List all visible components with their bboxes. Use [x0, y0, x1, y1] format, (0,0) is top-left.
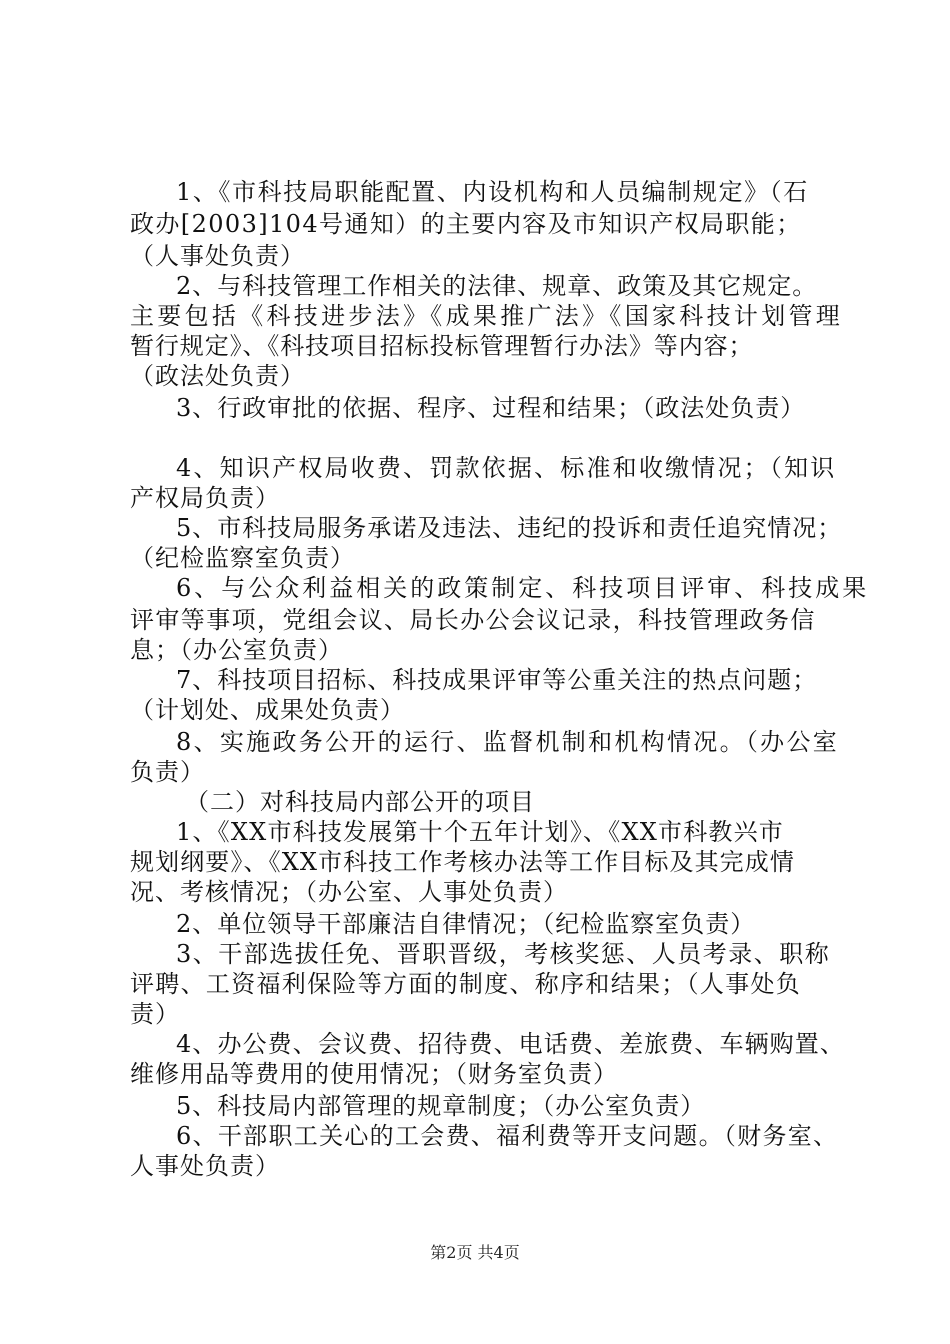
text-line: 评审等事项，党组会议、局长办公会议记录，科技管理政务信 [130, 606, 816, 634]
text-line: 1、《市科技局职能配置、内设机构和人员编制规定》（石 [176, 178, 809, 206]
text-line: 负责） [130, 758, 205, 786]
text-line: （人事处负责） [130, 242, 305, 270]
text-line: 4、知识产权局收费、罚款依据、标准和收缴情况；（知识 [176, 454, 837, 482]
text-line: （政法处负责） [130, 362, 305, 390]
text-line: 况、考核情况；（办公室、人事处负责） [130, 878, 568, 906]
text-line: 3、行政审批的依据、程序、过程和结果；（政法处负责） [176, 394, 806, 422]
text-line: 6、与公众利益相关的政策制定、科技项目评审、科技成果 [176, 574, 870, 602]
text-line: （计划处、成果处负责） [130, 696, 405, 724]
text-line: 3、干部选拔任免、晋职晋级，考核奖惩、人员考录、职称 [176, 940, 831, 968]
text-line: 规划纲要》、《XX市科技工作考核办法等工作目标及其完成情 [130, 848, 795, 876]
text-line: 6、干部职工关心的工会费、福利费等开支问题。（财务室、 [176, 1122, 839, 1150]
text-line: （纪检监察室负责） [130, 544, 355, 572]
text-line: 息；（办公室负责） [130, 636, 343, 664]
text-line: 5、科技局内部管理的规章制度；（办公室负责） [176, 1092, 706, 1120]
text-line: 产权局负责） [130, 484, 280, 512]
text-line: 政办[2003]104号通知）的主要内容及市知识产权局职能； [130, 210, 802, 238]
text-line: 7、科技项目招标、科技成果评审等公重关注的热点问题； [176, 666, 818, 694]
text-line: 5、市科技局服务承诺及违法、违纪的投诉和责任追究情况； [176, 514, 843, 542]
text-line: 暂行规定》、《科技项目招标投标管理暂行办法》等内容； [130, 332, 754, 360]
text-line: 1、《XX市科技发展第十个五年计划》、《XX市科教兴市 [176, 818, 785, 846]
text-line: 维修用品等费用的使用情况；（财务室负责） [130, 1060, 618, 1088]
text-line: 8、实施政务公开的运行、监督机制和机构情况。（办公室 [176, 728, 840, 756]
text-line: 4、办公费、会议费、招待费、电话费、差旅费、车辆购置、 [176, 1030, 845, 1058]
text-line: 评聘、工资福利保险等方面的制度、称序和结果；（人事处负 [130, 970, 802, 998]
text-line: 责） [130, 1000, 180, 1028]
text-line: 2、单位领导干部廉洁自律情况；（纪检监察室负责） [176, 910, 756, 938]
section-heading: （二）对科技局内部公开的项目 [185, 788, 535, 816]
text-line: 2、与科技管理工作相关的法律、规章、政策及其它规定。 [176, 272, 818, 300]
text-line: 主要包括《科技进步法》《成果推广法》《国家科技计划管理 [130, 302, 844, 330]
page-number-footer: 第2页 共4页 [430, 1243, 520, 1262]
text-line: 人事处负责） [130, 1152, 280, 1180]
